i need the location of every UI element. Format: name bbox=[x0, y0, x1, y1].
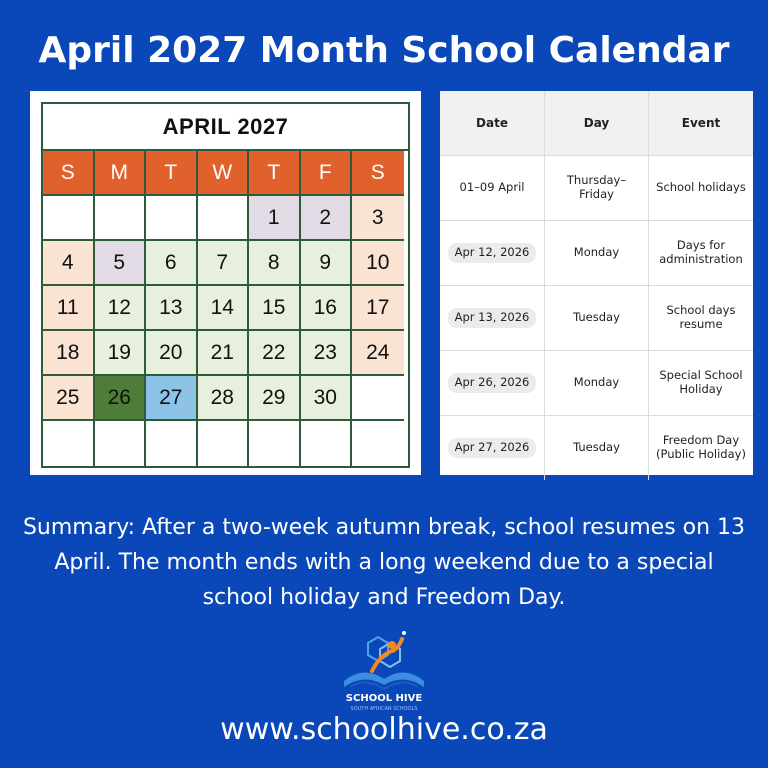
calendar-grid bbox=[41, 102, 410, 468]
calendar-empty-cell bbox=[146, 196, 198, 241]
calendar-day-cell: 21 bbox=[198, 331, 250, 376]
calendar-day-cell: 4 bbox=[43, 241, 95, 286]
calendar-day-cell: 16 bbox=[301, 286, 353, 331]
calendar-weeks bbox=[43, 196, 408, 466]
calendar-day-cell: 1 bbox=[249, 196, 301, 241]
calendar-empty-cell bbox=[352, 376, 404, 421]
logo-name: SCHOOL HIVE bbox=[345, 693, 423, 704]
event-cell: Freedom Day (Public Holiday) bbox=[648, 416, 753, 480]
calendar-day-cell: 10 bbox=[352, 241, 404, 286]
website-link[interactable]: www.schoolhive.co.za bbox=[220, 712, 548, 747]
calendar-empty-cell bbox=[198, 421, 250, 466]
calendar-day-cell: 27 bbox=[146, 376, 198, 421]
date-cell bbox=[440, 156, 544, 220]
calendar-day-cell: 12 bbox=[95, 286, 147, 331]
date-chip: Apr 13, 2026 bbox=[448, 308, 537, 328]
calendar-empty-cell bbox=[352, 421, 404, 466]
calendar-day-cell: 28 bbox=[198, 376, 250, 421]
weekday-label: W bbox=[198, 151, 250, 196]
table-row bbox=[440, 286, 753, 351]
day-cell: Thursday– Friday bbox=[544, 156, 648, 220]
calendar-empty-cell bbox=[95, 196, 147, 241]
weekday-label: T bbox=[146, 151, 198, 196]
calendar-day-cell: 29 bbox=[249, 376, 301, 421]
column-header-date: Date bbox=[476, 115, 508, 130]
table-row bbox=[440, 351, 753, 416]
date-cell bbox=[440, 221, 544, 285]
calendar-day-cell: 8 bbox=[249, 241, 301, 286]
calendar-card bbox=[30, 91, 421, 475]
calendar-day-cell: 9 bbox=[301, 241, 353, 286]
calendar-day-cell: 19 bbox=[95, 331, 147, 376]
calendar-day-cell: 18 bbox=[43, 331, 95, 376]
calendar-day-cell: 2 bbox=[301, 196, 353, 241]
calendar-empty-cell bbox=[249, 421, 301, 466]
calendar-empty-cell bbox=[43, 421, 95, 466]
events-table bbox=[440, 91, 753, 475]
calendar-week-row bbox=[43, 421, 408, 466]
column-header-event: Event bbox=[648, 91, 753, 155]
date-text: 01–09 April bbox=[459, 180, 525, 195]
event-cell: School days resume bbox=[648, 286, 753, 350]
calendar-day-cell: 20 bbox=[146, 331, 198, 376]
column-header-day: Day bbox=[544, 91, 648, 155]
calendar-day-cell: 11 bbox=[43, 286, 95, 331]
calendar-day-cell: 23 bbox=[301, 331, 353, 376]
calendar-day-cell: 25 bbox=[43, 376, 95, 421]
calendar-day-cell: 30 bbox=[301, 376, 353, 421]
date-cell bbox=[440, 286, 544, 350]
event-cell: Special School Holiday bbox=[648, 351, 753, 415]
table-header-row bbox=[440, 91, 753, 156]
calendar-day-cell: 15 bbox=[249, 286, 301, 331]
calendar-day-cell: 22 bbox=[249, 331, 301, 376]
calendar-day-cell: 6 bbox=[146, 241, 198, 286]
calendar-month-header: APRIL 2027 bbox=[43, 104, 408, 151]
page-title: April 2027 Month School Calendar bbox=[38, 30, 730, 71]
summary-text: Summary: After a two-week autumn break, school resumes on 13 April. The month ends with a long weekend due to a special school holiday and Freedom Day. bbox=[22, 515, 746, 610]
calendar-week-row bbox=[43, 196, 408, 241]
calendar-empty-cell bbox=[198, 196, 250, 241]
date-chip: Apr 27, 2026 bbox=[448, 438, 537, 458]
date-cell bbox=[440, 416, 544, 480]
calendar-day-cell: 13 bbox=[146, 286, 198, 331]
calendar-day-cell: 24 bbox=[352, 331, 404, 376]
day-cell: Tuesday bbox=[544, 416, 648, 480]
table-row bbox=[440, 156, 753, 221]
day-cell: Monday bbox=[544, 221, 648, 285]
weekday-label: F bbox=[301, 151, 353, 196]
event-cell: School holidays bbox=[648, 156, 753, 220]
calendar-week-row bbox=[43, 331, 408, 376]
logo-tagline: SOUTH AFRICAN SCHOOLS bbox=[350, 706, 418, 712]
calendar-day-cell: 7 bbox=[198, 241, 250, 286]
calendar-week-row bbox=[43, 241, 408, 286]
date-cell bbox=[440, 351, 544, 415]
weekday-label: S bbox=[352, 151, 404, 196]
calendar-empty-cell bbox=[95, 421, 147, 466]
weekday-row bbox=[43, 151, 408, 196]
weekday-label: M bbox=[95, 151, 147, 196]
date-chip: Apr 12, 2026 bbox=[448, 243, 537, 263]
calendar-empty-cell bbox=[301, 421, 353, 466]
event-cell: Days for administration bbox=[648, 221, 753, 285]
day-cell: Monday bbox=[544, 351, 648, 415]
table-body bbox=[440, 156, 753, 480]
calendar-day-cell: 17 bbox=[352, 286, 404, 331]
calendar-day-cell: 14 bbox=[198, 286, 250, 331]
calendar-week-row bbox=[43, 286, 408, 331]
calendar-empty-cell bbox=[146, 421, 198, 466]
calendar-week-row bbox=[43, 376, 408, 421]
weekday-label: S bbox=[43, 151, 95, 196]
table-row bbox=[440, 221, 753, 286]
table-row bbox=[440, 416, 753, 480]
calendar-day-cell: 5 bbox=[95, 241, 147, 286]
school-hive-logo-icon bbox=[326, 625, 442, 715]
calendar-day-cell: 26 bbox=[95, 376, 147, 421]
weekday-label: T bbox=[249, 151, 301, 196]
calendar-day-cell: 3 bbox=[352, 196, 404, 241]
calendar-empty-cell bbox=[43, 196, 95, 241]
date-chip: Apr 26, 2026 bbox=[448, 373, 537, 393]
day-cell: Tuesday bbox=[544, 286, 648, 350]
